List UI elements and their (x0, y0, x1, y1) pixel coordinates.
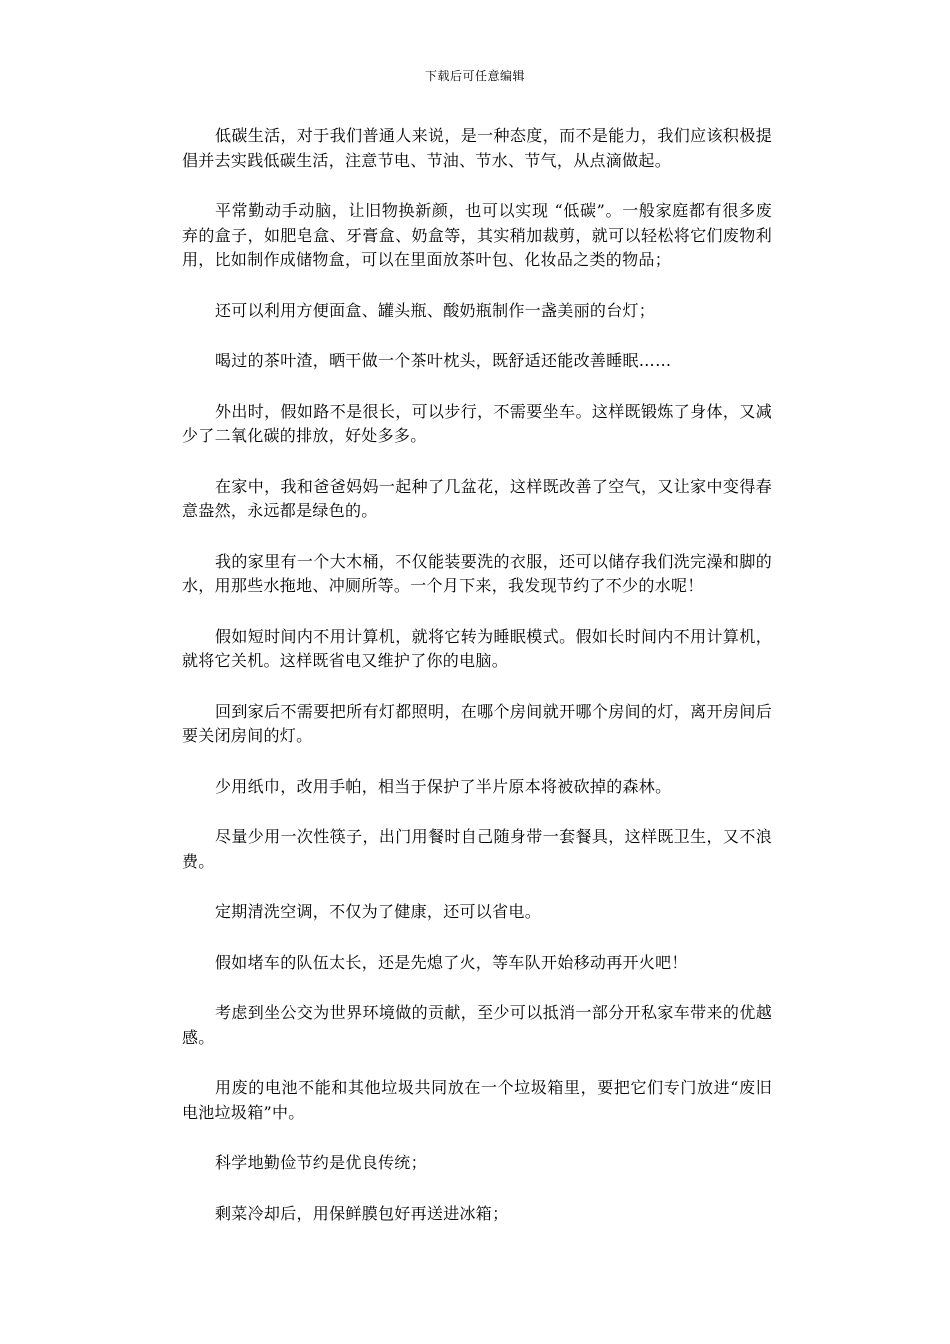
paragraph: 外出时，假如路不是很长，可以步行，不需要坐车。这样既锻炼了身体，又减少了二氧化碳的排放，好处多多。 (182, 401, 772, 445)
paragraph: 在家中，我和爸爸妈妈一起种了几盆花，这样既改善了空气，又让家中变得春意盎然，永远都是绿色的。 (182, 476, 772, 520)
document-body (182, 124, 772, 1252)
paragraph: 平常勤动手动脑，让旧物换新颜，也可以实现 “低碳”。一般家庭都有很多废弃的盒子，如肥皂盒、牙膏盒、奶盒等，其实稍加裁剪，就可以轻松将它们废物利用，比如制作成储物盒，可以在里面放茶叶包、化妆品之类的物品； (182, 201, 772, 269)
paragraph: 少用纸巾，改用手帕，相当于保护了半片原本将被砍掉的森林。 (215, 776, 672, 796)
paragraph: 假如堵车的队伍太长，还是先熄了火，等车队开始移动再开火吧！ (215, 952, 688, 972)
paragraph: 回到家后不需要把所有灯都照明，在哪个房间就开哪个房间的灯，离开房间后要关闭房间的灯。 (182, 701, 772, 745)
paragraph: 考虑到坐公交为世界环境做的贡献，至少可以抵消一部分开私家车带来的优越感。 (182, 1003, 772, 1047)
paragraph: 尽量少用一次性筷子，出门用餐时自己随身带一套餐具，这样既卫生，又不浪费。 (182, 827, 772, 871)
paragraph: 剩菜冷却后，用保鲜膜包好再送进冰箱； (215, 1203, 509, 1223)
page-header: 下载后可任意编辑 (424, 69, 525, 83)
paragraph: 喝过的茶叶渣，晒干做一个茶叶枕头，既舒适还能改善睡眠…… (215, 351, 672, 370)
paragraph: 假如短时间内不用计算机，就将它转为睡眠模式。假如长时间内不用计算机，就将它关机。这样既省电又维护了你的电脑。 (182, 626, 772, 670)
paragraph: 定期清洗空调，不仅为了健康，还可以省电。 (215, 902, 542, 921)
paragraph: 还可以利用方便面盒、罐头瓶、酸奶瓶制作一盏美丽的台灯； (215, 300, 656, 320)
paragraph: 我的家里有一个大木桶，不仅能装要洗的衣服，还可以储存我们洗完澡和脚的水，用那些水拖地、冲厕所等。一个月下来，我发现节约了不少的水呢！ (182, 551, 772, 595)
paragraph: 用废的电池不能和其他垃圾共同放在一个垃圾箱里，要把它们专门放进“废旧电池垃圾箱”中。 (182, 1078, 772, 1122)
paragraph: 低碳生活，对于我们普通人来说，是一种态度，而不是能力，我们应该积极提倡并去实践低碳生活，注意节电、节油、节水、节气，从点滴做起。 (182, 126, 772, 170)
paragraph: 科学地勤俭节约是优良传统； (215, 1153, 427, 1172)
